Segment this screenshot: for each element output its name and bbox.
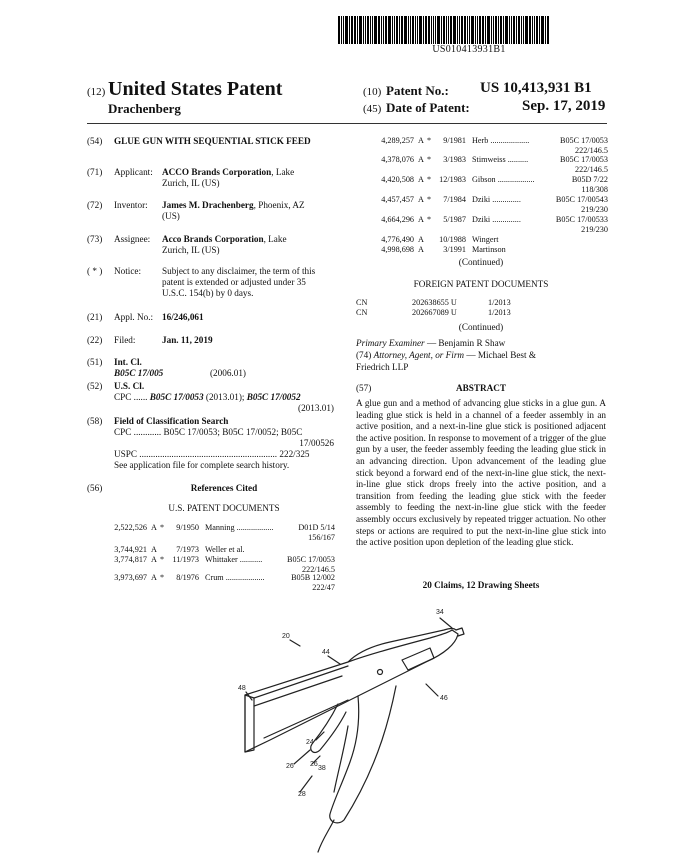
barcode-bar [545, 16, 546, 44]
attorney-label: Attorney, Agent, or Firm [373, 350, 465, 360]
ref-cell: * [160, 523, 165, 532]
barcode-bar [450, 16, 452, 44]
barcode-bar [516, 16, 517, 44]
barcode-bar [534, 16, 535, 44]
power-cord [318, 820, 334, 852]
applicant-name: ACCO Brands Corporation [162, 167, 272, 177]
attorney-name-2: Friedrich LLP [356, 362, 409, 372]
ref-cell: 12/1983 [439, 175, 466, 184]
title-code: (54) [87, 136, 103, 146]
handle-grip-line [334, 726, 348, 792]
ref-cell: A [418, 175, 424, 184]
barcode-bar [525, 16, 528, 44]
ref-cell: 219/230 [581, 205, 608, 214]
ref-cell: Gibson .................. [472, 175, 535, 184]
drawing-ref-numeral: 24 [306, 739, 314, 746]
ref-cell: Dziki .............. [472, 195, 521, 204]
uscl-class-b-year: (2013.01) [298, 403, 334, 413]
barcode-bar [475, 16, 476, 44]
ref-cell: B05B 12/002 [291, 573, 335, 582]
barcode-bar [428, 16, 430, 44]
barcode-bar [487, 16, 490, 44]
ref-cell: A [418, 155, 424, 164]
ref-cell: A [151, 545, 157, 554]
refs-code: (56) [87, 483, 103, 493]
barcode-bar [412, 16, 414, 44]
barcode-bar [378, 16, 380, 44]
ref-cell: 3,774,817 [114, 555, 147, 564]
barcode-bar [523, 16, 524, 44]
inventor-location-2: (US) [162, 211, 180, 221]
uscl-code: (52) [87, 381, 103, 391]
barcode-bar [354, 16, 356, 44]
barcode-bar [415, 16, 416, 44]
ref-cell: A [151, 523, 157, 532]
ref-cell: 11/1973 [172, 555, 199, 564]
notice-line-2: patent is extended or adjusted under 35 [162, 277, 306, 287]
refs-label: References Cited [190, 483, 258, 493]
examiner-name: — Benjamin R Shaw [424, 338, 506, 348]
barcode-bar [467, 16, 468, 44]
header-divider [87, 123, 607, 124]
barcode-bar [408, 16, 409, 44]
barcode-bar [417, 16, 418, 44]
barcode-bar [498, 16, 499, 44]
intcl-code: (51) [87, 357, 103, 367]
ref-cell: 4,664,296 [381, 215, 414, 224]
barcode-bar [493, 16, 494, 44]
barcode-bar [343, 16, 344, 44]
barcode-bar [464, 16, 466, 44]
ref-cell: Whittaker ........... [205, 555, 263, 564]
field-code: (58) [87, 416, 103, 426]
drawing-ref-numeral: 48 [238, 685, 246, 692]
uscl-class-a-year: (2013.01); [203, 392, 247, 402]
field-see: See application file for complete search history. [114, 460, 290, 470]
appl-label: Appl. No.: [114, 312, 154, 322]
barcode-bar [532, 16, 533, 44]
ref-cell: 4,420,508 [381, 175, 414, 184]
assignee-line [162, 234, 287, 245]
ref-cell: B05C 17/0053 [560, 136, 608, 145]
appl-number: 16/246,061 [162, 312, 204, 322]
field-label: Field of Classification Search [114, 416, 229, 426]
ref-cell: 8/1976 [176, 573, 199, 582]
handle-outline [330, 686, 396, 823]
barcode-bar [457, 16, 458, 44]
field-uspc: USPC ............................................................ 222/325 [114, 449, 310, 459]
ref-cell: * [160, 573, 165, 582]
barcode-bar [381, 16, 382, 44]
ref-cell: 222/146.5 [302, 565, 335, 574]
barcode-bar [367, 16, 369, 44]
ref-cell: 118/308 [581, 185, 608, 194]
barcode-bar [459, 16, 460, 44]
drawing-ref-numeral: 46 [440, 695, 448, 702]
barcode-bar [443, 16, 445, 44]
ref-cell: A [418, 235, 424, 244]
barcode-bar [349, 16, 350, 44]
barcode-bar [495, 16, 497, 44]
barcode-bar [509, 16, 510, 44]
code-12: (12) [87, 86, 106, 98]
appl-code: (21) [87, 312, 103, 322]
ref-cell: 7/1973 [176, 545, 199, 554]
barcode-bar [469, 16, 470, 44]
barcode-bar [396, 16, 398, 44]
ref-cell: * [427, 215, 432, 224]
patent-number: US 10,413,931 B1 [480, 80, 592, 96]
ref-cell: A [418, 195, 424, 204]
ref-cell: B05C 17/00543 [555, 195, 608, 204]
barcode-bar [505, 16, 508, 44]
ref-cell: 2,522,526 [114, 523, 147, 532]
field-cpc-1: CPC ............ B05C 17/0053; B05C 17/0052; B05C [114, 427, 303, 437]
ref-cell: 156/167 [308, 533, 335, 542]
ref-cell: A [151, 573, 157, 582]
ref-cell: B05C 17/0053 [287, 555, 335, 564]
barcode-bar [394, 16, 395, 44]
abstract-text: A glue gun and a method of advancing glue sticks in a glue gun. A leading glue stick is held in a channel of a feeder assembly in an active position, and a next-in-line glue stick is positioned adjacent the active position. In response to movement of a trigger of the glue gun by a user, the feeder assembly feeding the leading glue stick in an advancing direction. Upon advancement of the leading glue stick beyond a forward end of the next-in-line glue stick, the next-in-line glue stick drops freely into the active position, and a transition from feeding the leading glue stick with the feeder assembly to feeding the next-in-line glue stick with the feeder assembly occurs exclusively by repeated trigger actuation. No other steps or actions are required to put the next-in-line glue stick into the active position upon depletion of the leading glue stick. [356, 398, 606, 548]
uscl-label: U.S. Cl. [114, 381, 145, 391]
assignee-code: (73) [87, 234, 103, 244]
us-docs-label: U.S. PATENT DOCUMENTS [168, 503, 280, 513]
ref-cell: 4,378,076 [381, 155, 414, 164]
ref-cell: B05C 17/0053 [560, 155, 608, 164]
barcode-bar [363, 16, 364, 44]
foreign-docs-label: FOREIGN PATENT DOCUMENTS [413, 279, 549, 289]
barcode-bar [539, 16, 540, 44]
ref-cell: Martinson [472, 245, 506, 254]
drawing-ref-numeral: 44 [322, 649, 330, 656]
ref-cell: 9/1950 [176, 523, 199, 532]
barcode-bar [383, 16, 384, 44]
barcode-bar [385, 16, 387, 44]
barcode-bar [437, 16, 440, 44]
barcode-bar [351, 16, 353, 44]
barcode-bar [433, 16, 434, 44]
ref-cell: Crum ................... [205, 573, 265, 582]
assignee-location-2: Zurich, IL (US) [162, 245, 220, 255]
ref-cell: Stimweiss .......... [472, 155, 529, 164]
barcode-bar [404, 16, 407, 44]
ref-cell: Manning .................. [205, 523, 274, 532]
inventor-line [162, 200, 305, 211]
foreign-ref-cell: 202667089 U [412, 308, 457, 317]
barcode-bar [423, 16, 424, 44]
barcode-bar [370, 16, 371, 44]
ref-cell: B05D 7/22 [571, 175, 608, 184]
barcode-bar [491, 16, 492, 44]
uscl-class-b: B05C 17/0052 [246, 392, 301, 402]
ref-cell: A [418, 136, 424, 145]
applicant-short-name: Drachenberg [108, 101, 181, 116]
barcode-bar [419, 16, 422, 44]
patent-no-label: Patent No.: [386, 83, 449, 98]
ref-cell: 5/1987 [443, 215, 466, 224]
foreign-ref-cell: 202638655 U [412, 298, 457, 307]
gun-body-outline [245, 630, 458, 752]
drawing-ref-numeral: 38 [318, 765, 326, 772]
ref-cell: 3/1991 [443, 245, 466, 254]
ref-cell: * [427, 155, 432, 164]
inventor-location: , Phoenix, AZ [253, 200, 305, 210]
barcode-bar [500, 16, 502, 44]
inventor-name: James M. Drachenberg [162, 200, 254, 210]
applicant-location-2: Zurich, IL (US) [162, 178, 220, 188]
barcode-bar [471, 16, 474, 44]
assignee-name: Acco Brands Corporation [162, 234, 264, 244]
ref-cell: * [427, 195, 432, 204]
foreign-ref-cell: 1/2013 [488, 298, 511, 307]
inventor-code: (72) [87, 200, 103, 210]
barcode-bar [410, 16, 411, 44]
nozzle-window [402, 648, 434, 670]
uscl-cpc-label: CPC ...... [114, 392, 148, 402]
barcode-bar [477, 16, 478, 44]
assignee-location: , Lake [263, 234, 287, 244]
ref-cell: 4,289,257 [381, 136, 414, 145]
barcode-bar [461, 16, 463, 44]
barcode-bar [359, 16, 362, 44]
barcode-bar [338, 16, 340, 44]
barcode-bar [485, 16, 486, 44]
barcode-bar [388, 16, 391, 44]
glue-gun-drawing [230, 600, 490, 860]
foreign-ref-cell: CN [356, 308, 368, 317]
barcode-bar [547, 16, 549, 44]
patent-title: GLUE GUN WITH SEQUENTIAL STICK FEED [114, 136, 311, 146]
barcode-bar [341, 16, 342, 44]
barcode-bar [431, 16, 432, 44]
notice-code: ( * ) [87, 266, 103, 276]
ref-cell: 222/146.5 [575, 146, 608, 155]
barcode-bar [392, 16, 393, 44]
ref-cell: Dziki .............. [472, 215, 521, 224]
intcl-year: (2006.01) [210, 368, 246, 378]
barcode-bar [482, 16, 484, 44]
applicant-location: , Lake [271, 167, 295, 177]
barcode-bar [503, 16, 504, 44]
code-45: (45) [363, 103, 382, 115]
foreign-ref-cell: CN [356, 298, 368, 307]
barcode-bar [521, 16, 522, 44]
ref-cell: * [160, 555, 165, 564]
barcode-bar [435, 16, 436, 44]
barcode-bar [425, 16, 427, 44]
claims-sheets: 20 Claims, 12 Drawing Sheets [422, 580, 540, 590]
barcode-bar [345, 16, 348, 44]
ref-cell: 3,744,921 [114, 545, 147, 554]
attorney-line [356, 350, 536, 361]
drawing-ref-numeral: 26 [310, 761, 318, 768]
barcode-bar [536, 16, 538, 44]
ref-cell: 4,776,490 [381, 235, 414, 244]
date-label: Date of Patent: [386, 100, 470, 115]
field-cpc-2: 17/00526 [299, 438, 334, 448]
barcode-bar [518, 16, 520, 44]
code-10: (10) [363, 86, 382, 98]
applicant-label: Applicant: [114, 167, 153, 177]
barcode-bar [399, 16, 400, 44]
barcode-bar [511, 16, 512, 44]
ref-cell: A [418, 245, 424, 254]
barcode-bar [479, 16, 481, 44]
applicant-code: (71) [87, 167, 103, 177]
continued: (Continued) [458, 257, 504, 267]
barcode-bar [441, 16, 442, 44]
body-screw [378, 670, 383, 675]
filed-code: (22) [87, 335, 103, 345]
barcode-bar [448, 16, 449, 44]
barcode-bar [365, 16, 366, 44]
assignee-label: Assignee: [114, 234, 151, 244]
barcode-bar [541, 16, 544, 44]
filed-date: Jan. 11, 2019 [162, 335, 213, 345]
ref-cell: 3,973,697 [114, 573, 147, 582]
barcode-bar [372, 16, 373, 44]
drawing-ref-numeral: 34 [436, 609, 444, 616]
intcl-class: B05C 17/005 [114, 368, 164, 378]
continued-2: (Continued) [458, 322, 504, 332]
uscl-class-a: B05C 17/0053 [149, 392, 204, 402]
barcode-number: US010413931B1 [432, 44, 506, 55]
ref-cell: A [418, 215, 424, 224]
notice-label: Notice: [114, 266, 142, 276]
patent-date: Sep. 17, 2019 [522, 98, 606, 114]
examiner-label: Primary Examiner [356, 338, 425, 348]
applicant-line [162, 167, 294, 178]
document-type: United States Patent [108, 78, 283, 100]
abstract-label: ABSTRACT [455, 383, 507, 393]
ref-cell: 9/1981 [443, 136, 466, 145]
abstract-code: (57) [356, 383, 372, 393]
ref-cell: D01D 5/14 [298, 523, 335, 532]
barcode [338, 8, 600, 44]
ref-cell: 4,998,698 [381, 245, 414, 254]
intcl-label: Int. Cl. [114, 357, 142, 367]
ref-cell: Weller et al. [205, 545, 245, 554]
drawing-ref-numeral: 28 [298, 791, 306, 798]
drawing-ref-numeral: 20 [282, 633, 290, 640]
inventor-label: Inventor: [114, 200, 148, 210]
ref-cell: Herb ................... [472, 136, 530, 145]
barcode-bar [357, 16, 358, 44]
attorney-name: — Michael Best & [464, 350, 536, 360]
attorney-code: (74) [356, 350, 372, 360]
barcode-bar [453, 16, 456, 44]
ref-cell: 222/47 [312, 583, 335, 592]
filed-label: Filed: [114, 335, 136, 345]
ref-cell: 4,457,457 [381, 195, 414, 204]
ref-cell: 3/1983 [443, 155, 466, 164]
nozzle-tip [456, 628, 464, 636]
ref-cell: B05C 17/00533 [555, 215, 608, 224]
uscl-line [114, 392, 301, 403]
stick-feed-end [245, 695, 254, 752]
ref-cell: * [427, 175, 432, 184]
barcode-bar [529, 16, 531, 44]
drawing-ref-numeral: 26 [286, 763, 294, 770]
notice-line-3: U.S.C. 154(b) by 0 days. [162, 288, 254, 298]
barcode-bar [374, 16, 377, 44]
ref-cell: 222/146.5 [575, 165, 608, 174]
examiner-line [356, 338, 505, 349]
ref-cell: 7/1984 [443, 195, 466, 204]
ref-cell: 10/1988 [439, 235, 466, 244]
barcode-bar [513, 16, 515, 44]
barcode-bar [401, 16, 403, 44]
barcode-bar [446, 16, 447, 44]
notice-line-1: Subject to any disclaimer, the term of this [162, 266, 316, 276]
ref-cell: * [427, 136, 432, 145]
foreign-ref-cell: 1/2013 [488, 308, 511, 317]
ref-cell: Wingert [472, 235, 499, 244]
ref-cell: A [151, 555, 157, 564]
ref-cell: 219/230 [581, 225, 608, 234]
